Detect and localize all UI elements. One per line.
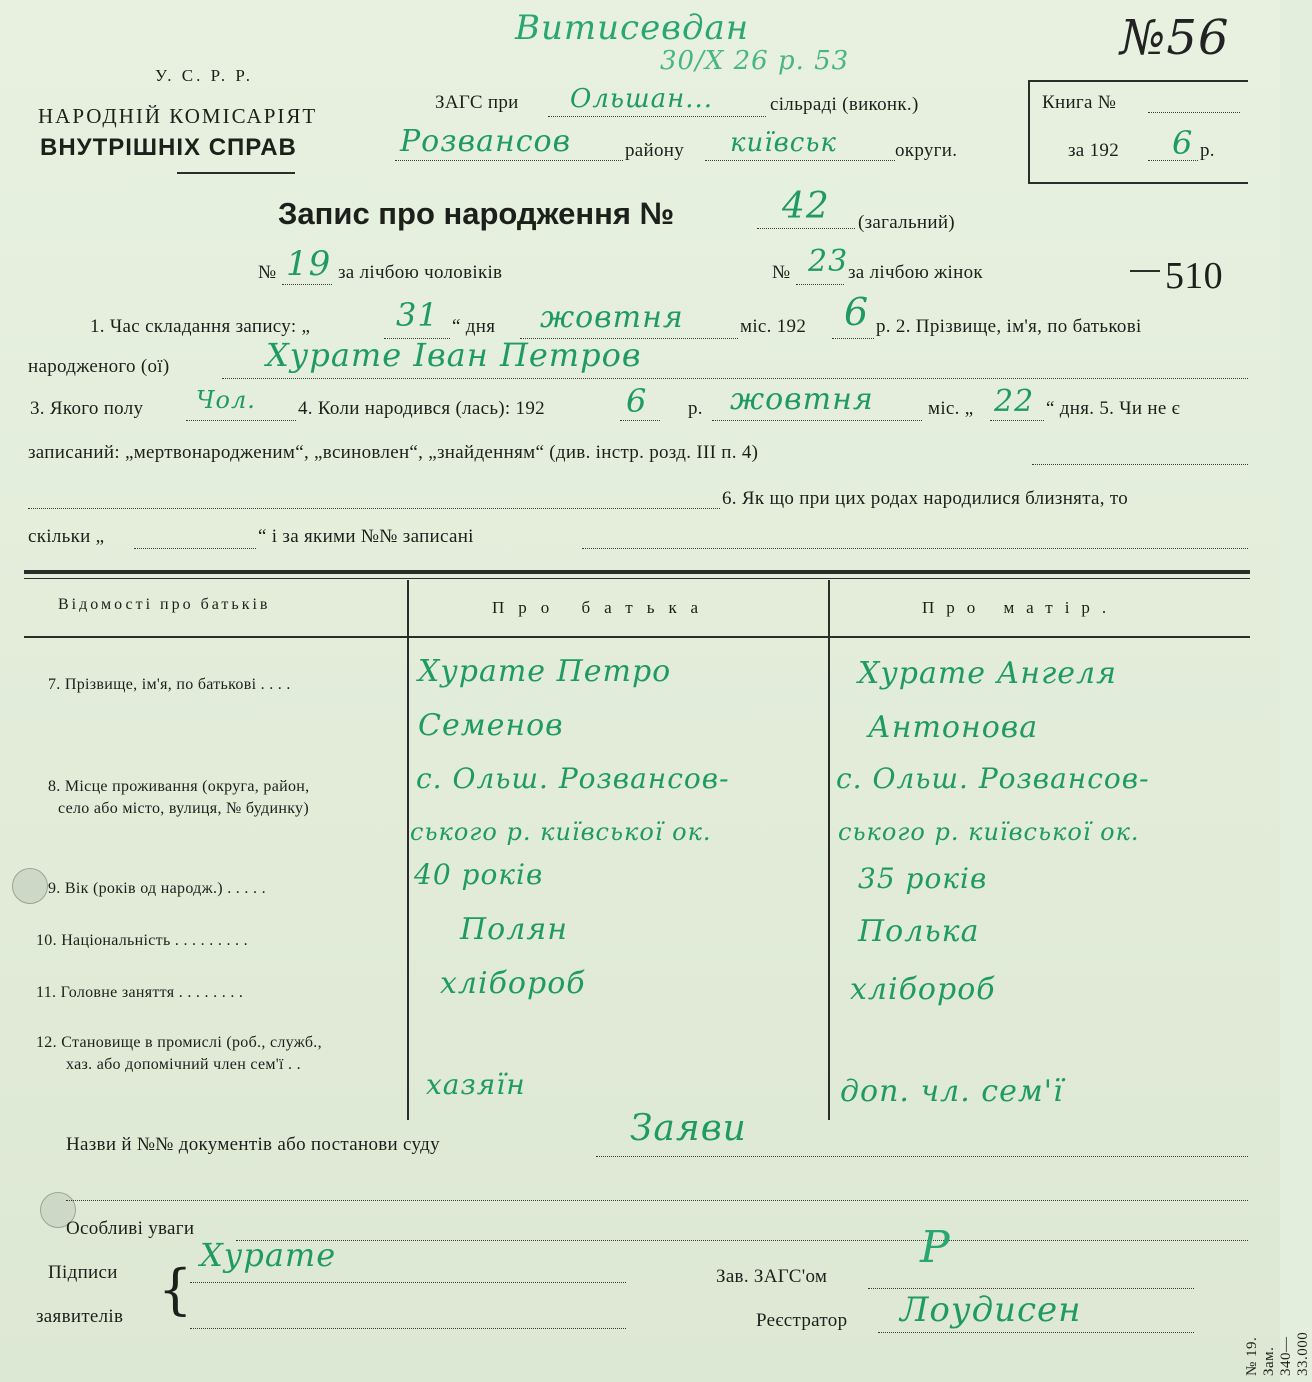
name-line <box>222 378 1248 379</box>
row-label-residence: 8. Місце проживання (округа, район, <box>48 778 310 795</box>
compile-month: жовтня <box>540 300 684 335</box>
mother-status: доп. чл. сем'ї <box>840 1074 1064 1109</box>
district-label: району <box>625 140 685 161</box>
female-count-label: за лічбою жінок <box>848 262 983 283</box>
female-count-line <box>796 284 844 285</box>
zags-line <box>548 116 766 117</box>
record-number-line <box>757 228 855 229</box>
table-header-parents: Відомості про батьків <box>58 596 271 613</box>
commissariat-line2: ВНУТРІШНІХ СПРАВ <box>40 134 297 161</box>
father-residence: с. Ольш. Розвансов- <box>416 762 730 795</box>
twins-question: 6. Як що при цих родах народилися близнята, то <box>722 488 1129 509</box>
book-box-top <box>1028 80 1248 82</box>
row-label-status-2: хаз. або допомічний член сем'ї . . <box>66 1056 301 1073</box>
mother-occupation: хлібороб <box>850 972 996 1007</box>
documents-value: Заяви <box>630 1108 747 1149</box>
birth-year-line <box>620 420 660 421</box>
row-label-status: 12. Становище в промислі (роб., служб., <box>36 1034 322 1051</box>
book-label: Книга № <box>1042 92 1117 113</box>
twins-numbers-line <box>582 548 1248 549</box>
notes-line <box>236 1240 1248 1241</box>
mother-nationality: Полька <box>858 914 980 949</box>
mother-name: Хурате Ангеля <box>858 656 1117 691</box>
archive-note: Витисевдан <box>515 8 750 48</box>
birth-day: 22 <box>994 384 1035 419</box>
applicant-signature: Хурате <box>200 1236 337 1274</box>
republic-label: У. С. Р. Р. <box>155 66 254 85</box>
birth-month-line <box>712 420 922 421</box>
stamp-dash <box>1130 270 1160 272</box>
silradi-label: сільраді (виконк.) <box>770 94 919 115</box>
number-mark: №56 <box>1120 10 1230 66</box>
book-box-bottom <box>1028 182 1248 184</box>
registrar-label: Реєстратор <box>756 1310 848 1331</box>
stamp-number: 510 <box>1165 255 1223 297</box>
mother-age: 35 років <box>858 862 988 895</box>
applicant-line-2 <box>190 1328 626 1329</box>
zags-label: ЗАГС при <box>435 92 519 113</box>
district-value: Розвансов <box>400 124 572 159</box>
okrug-line <box>705 160 895 161</box>
table-top-rule <box>24 570 1250 574</box>
compile-year: 6 <box>844 290 870 334</box>
table-col-divider-2 <box>828 580 830 1120</box>
book-year-value: 6 <box>1172 124 1194 162</box>
born-label: народженого (ої) <box>28 356 170 377</box>
month-label: міс. 192 <box>740 316 807 337</box>
day-label: “ дня <box>452 316 496 337</box>
twins-count-line <box>134 548 256 549</box>
registrar-line <box>878 1332 1194 1333</box>
zags-value: Ольшан... <box>570 84 714 114</box>
table-header-mother: Про матір. <box>922 598 1119 617</box>
head-label: Зав. ЗАГС'ом <box>716 1266 828 1287</box>
notes-label: Особливі уваги <box>66 1218 195 1239</box>
signatures-brace: { <box>158 1258 193 1321</box>
twins-count-label: скільки „ <box>28 526 105 547</box>
okrug-label: округи. <box>895 140 958 161</box>
mother-patronymic: Антонова <box>868 710 1039 745</box>
father-patronymic: Семенов <box>418 708 564 743</box>
female-count-prefix: № <box>772 262 791 283</box>
name-header-label: р. 2. Прізвище, ім'я, по батькові <box>876 316 1142 337</box>
applicant-line-1 <box>190 1282 626 1283</box>
commissariat-line1: НАРОДНІЙ КОМІСАРІЯТ <box>38 104 318 128</box>
row-label-age: 9. Вік (років од народж.) . . . . . <box>48 880 266 897</box>
female-count-value: 23 <box>808 244 849 279</box>
row-label-residence-2: село або місто, вулиця, № будинку) <box>58 800 309 817</box>
row-label-nationality: 10. Національність . . . . . . . . . <box>36 932 248 949</box>
status-question: записаний: „мертвонародженим“, „всиновлен“, „знайденням“ (див. інстр. розд. III п. 4) <box>28 442 759 463</box>
year-line <box>832 338 874 339</box>
male-count-prefix: № <box>258 262 277 283</box>
birth-month-label: міс. „ <box>928 398 974 419</box>
table-top-rule-thin <box>24 578 1250 579</box>
head-signature: Р <box>920 1222 951 1273</box>
table-header-rule <box>24 636 1250 638</box>
male-count-label: за лічбою чоловіків <box>338 262 503 283</box>
record-title-suffix: (загальний) <box>858 212 955 233</box>
signatures-label: Підписи <box>48 1262 118 1283</box>
row-label-name: 7. Прізвище, ім'я, по батькові . . . . <box>48 676 291 693</box>
table-col-divider-1 <box>407 580 409 1120</box>
side-print-note: № 19. Зам. 340—33.000 <box>1244 1331 1311 1376</box>
status-line-2 <box>28 508 720 509</box>
documents-line <box>596 1156 1248 1157</box>
book-year-prefix: за 192 <box>1068 140 1119 161</box>
child-sex: Чол. <box>196 386 256 414</box>
signatures-label-2: заявителів <box>36 1306 124 1327</box>
row-label-occupation: 11. Головне заняття . . . . . . . . <box>36 984 244 1001</box>
birth-month: жовтня <box>730 382 874 417</box>
male-count-line <box>282 284 332 285</box>
archive-subnote: 30/Х 26 р. 53 <box>660 46 850 76</box>
punch-hole <box>12 868 48 904</box>
okrug-value: київськ <box>730 128 837 158</box>
record-title: Запис про народження № <box>278 196 675 231</box>
sex-label: 3. Якого полу <box>30 398 144 419</box>
status-line <box>1032 464 1248 465</box>
book-year-suffix: р. <box>1200 140 1215 161</box>
birth-day-line <box>990 420 1044 421</box>
compile-day: 31 <box>396 296 439 334</box>
birth-year: 6 <box>626 382 648 420</box>
father-status: хазяїн <box>426 1068 526 1101</box>
mother-residence-2: ського р. київської ок. <box>838 818 1140 846</box>
father-name: Хурате Петро <box>418 654 672 689</box>
mother-residence: с. Ольш. Розвансов- <box>836 762 1150 795</box>
record-number: 42 <box>782 186 830 227</box>
documents-label: Назви й №№ документів або постанови суду <box>66 1134 440 1155</box>
father-nationality: Полян <box>460 912 568 947</box>
registrar-signature: Лоудисен <box>900 1290 1082 1330</box>
compile-time-label: 1. Час складання запису: „ <box>90 316 311 337</box>
sex-line <box>186 420 296 421</box>
divider <box>177 172 295 174</box>
head-line <box>868 1288 1194 1289</box>
father-residence-2: ського р. київської ок. <box>410 818 712 846</box>
birth-day-label: “ дня. 5. Чи не є <box>1046 398 1181 419</box>
child-name: Хурате Іван Петров <box>266 336 642 374</box>
table-header-father: Про батька <box>492 598 713 617</box>
father-occupation: хлібороб <box>440 966 586 1001</box>
district-line <box>395 160 623 161</box>
book-box-left <box>1028 80 1030 184</box>
documents-line-2 <box>66 1200 1248 1201</box>
male-count-value: 19 <box>286 244 332 284</box>
father-age: 40 років <box>414 858 544 891</box>
birth-year-suffix: р. <box>688 398 703 419</box>
book-number-line <box>1148 112 1240 113</box>
twins-numbers-label: “ і за якими №№ записані <box>258 526 474 547</box>
birth-label: 4. Коли народився (лась): 192 <box>298 398 545 419</box>
